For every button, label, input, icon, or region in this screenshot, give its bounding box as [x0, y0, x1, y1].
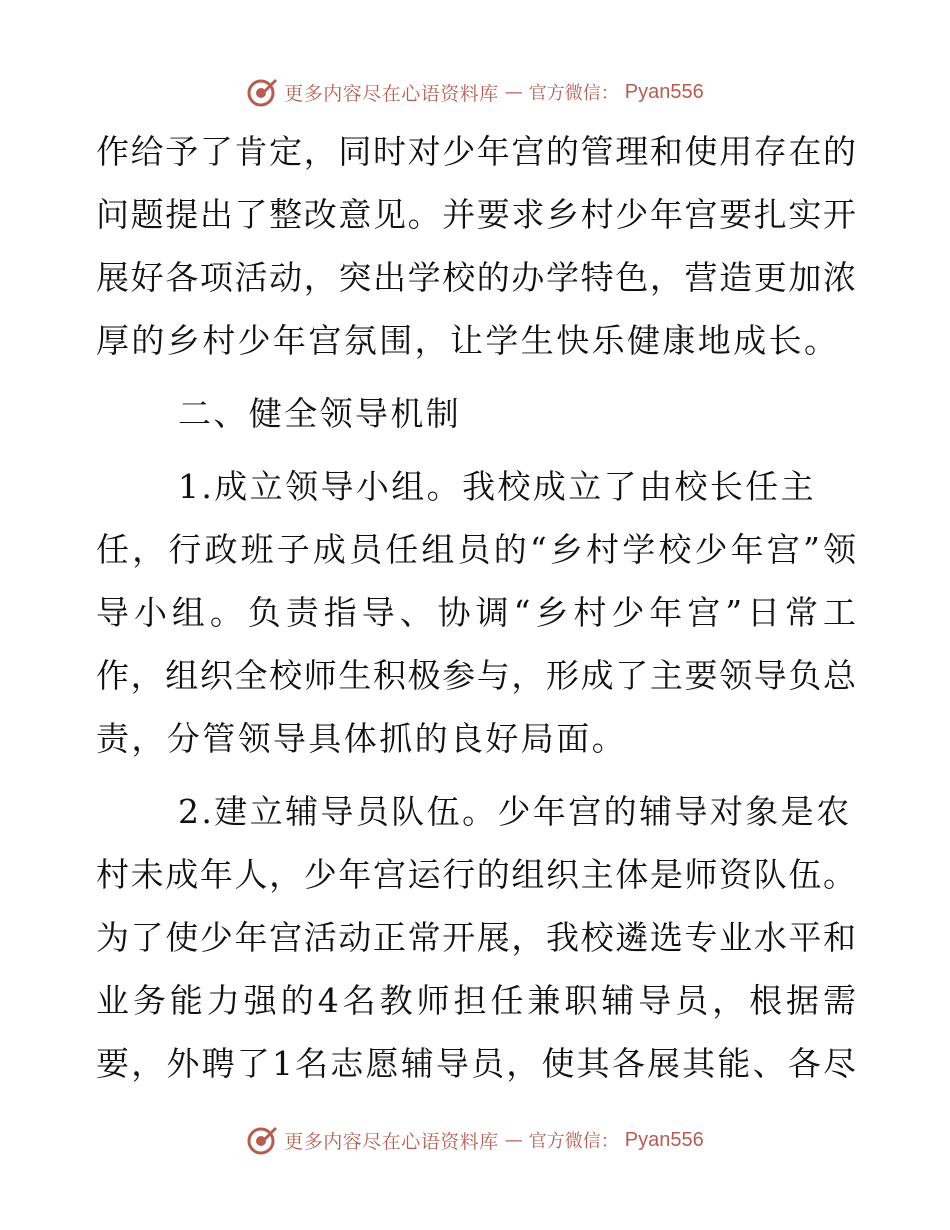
paragraph: [96, 120, 856, 372]
text-line: 作给予了肯定，同时对少年宫的管理和使用存在的: [96, 132, 856, 171]
header-watermark: [0, 72, 950, 112]
text-line: 责，分管领导具体抓的良好局面。: [96, 719, 627, 758]
text-line: 展好各项活动，突出学校的办学特色，营造更加浓: [96, 258, 856, 297]
text-line: 作，组织全校师生积极参与，形成了主要领导负总: [96, 656, 856, 695]
text-line: 业务能力强的4名教师担任兼职辅导员，根据需: [96, 981, 856, 1020]
text-line: 问题提出了整改意见。并要求乡村少年宫要扎实开: [96, 195, 856, 234]
pen-logo-icon: [246, 76, 278, 108]
watermark-wechat-label: 官方微信：: [528, 1131, 619, 1152]
text-line: 导小组。负责指导、协调“乡村少年宫”日常工: [96, 593, 856, 632]
watermark-brand: 更多内容尽在心语资料库: [284, 1130, 499, 1153]
paragraph: [96, 455, 856, 770]
text-line: 厚的乡村少年宫氛围，让学生快乐健康地成长。: [96, 321, 840, 360]
watermark-wechat-label: 官方微信：: [528, 83, 619, 104]
watermark-wechat-id: Pyan556: [624, 80, 704, 103]
watermark-dash: —: [504, 1129, 523, 1151]
heading-text: 二、健全领导机制: [178, 394, 462, 433]
paragraph: [96, 780, 856, 1095]
watermark-wechat-id: Pyan556: [624, 1128, 704, 1151]
pen-logo-icon: [246, 1124, 278, 1156]
text-line: 为了使少年宫活动正常开展，我校遴选专业水平和: [96, 918, 856, 957]
section-heading: [96, 382, 856, 445]
watermark-brand: 更多内容尽在心语资料库: [284, 82, 499, 105]
text-line: 任，行政班子成员任组员的“乡村学校少年宫”领: [96, 530, 856, 569]
text-line: 1.成立领导小组。我校成立了由校长任主: [178, 467, 817, 506]
text-line: 2.建立辅导员队伍。少年宫的辅导对象是农: [178, 792, 852, 831]
text-line: 村未成年人，少年宫运行的组织主体是师资队伍。: [96, 855, 856, 894]
footer-watermark: [0, 1120, 950, 1160]
text-line: 要，外聘了1名志愿辅导员，使其各展其能、各尽: [96, 1044, 856, 1083]
watermark-dash: —: [504, 81, 523, 103]
document-body: [96, 120, 856, 1095]
